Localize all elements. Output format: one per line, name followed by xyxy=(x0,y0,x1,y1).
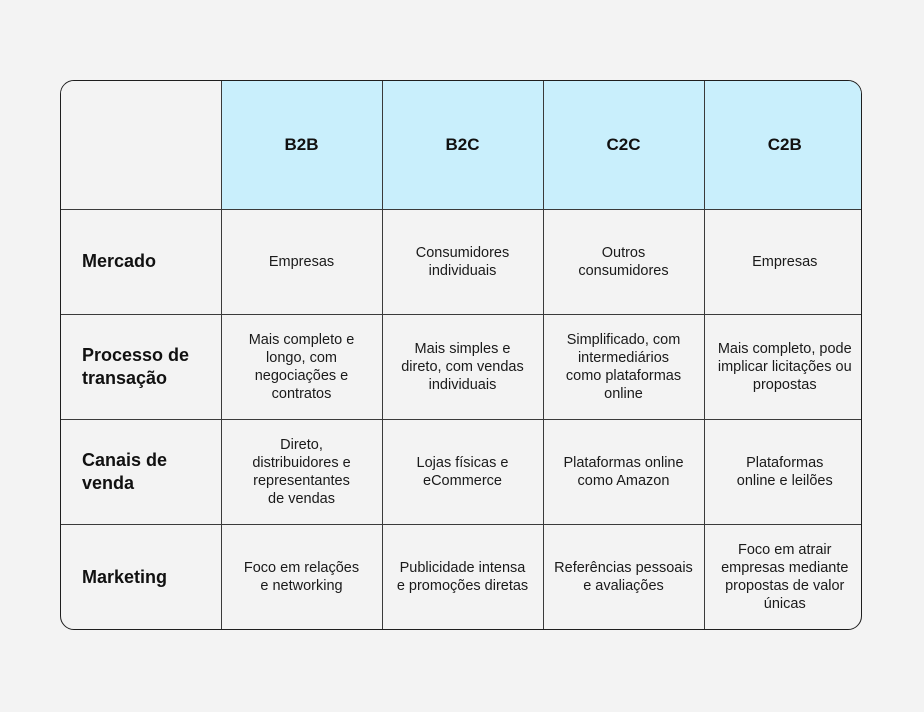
table-cell xyxy=(543,419,704,524)
column-header-b2c: B2C xyxy=(382,81,543,209)
cell-text: Foco em atrair empresas mediante propostas de valor únicas xyxy=(721,542,849,613)
table-cell xyxy=(704,314,862,419)
cell-text: Consumidores individuais xyxy=(415,244,510,279)
table-header-row xyxy=(61,81,862,209)
row-header-canais-de-venda xyxy=(61,419,221,524)
table-corner-cell xyxy=(61,81,221,209)
table-cell xyxy=(382,419,543,524)
row-header-label: Mercado xyxy=(82,251,157,271)
table-row-canais xyxy=(61,419,862,524)
table-row-marketing xyxy=(61,524,862,630)
cell-text: Outros consumidores xyxy=(578,244,669,279)
table-cell xyxy=(382,209,543,314)
comparison-table xyxy=(61,81,862,630)
row-header-label: Canais de venda xyxy=(82,449,168,493)
table-cell xyxy=(221,524,382,630)
table-cell xyxy=(704,419,862,524)
row-header-processo-de-transacao xyxy=(61,314,221,419)
row-header-label: Processo de transação xyxy=(82,344,190,388)
cell-text: Referências pessoais e avaliações xyxy=(554,560,693,595)
cell-text: Mais simples e direto, com vendas individuais xyxy=(401,340,524,393)
table-cell xyxy=(543,209,704,314)
column-header-c2c: C2C xyxy=(543,81,704,209)
table-cell xyxy=(221,419,382,524)
row-header-label: Marketing xyxy=(82,566,168,587)
cell-text: Empresas xyxy=(268,253,335,270)
cell-text: Lojas físicas e eCommerce xyxy=(416,454,509,489)
table-cell xyxy=(221,314,382,419)
table-cell xyxy=(704,524,862,630)
table-cell xyxy=(543,524,704,630)
table-cell xyxy=(382,314,543,419)
cell-text: Simplificado, com intermediários como plataformas online xyxy=(565,331,682,402)
table-row-processo xyxy=(61,314,862,419)
row-header-marketing xyxy=(61,524,221,630)
row-header-mercado xyxy=(61,209,221,314)
cell-text: Plataformas online como Amazon xyxy=(563,454,684,489)
cell-text: Empresas xyxy=(752,253,818,270)
table-cell xyxy=(221,209,382,314)
cell-text: Mais completo, pode implicar licitações ou propostas xyxy=(717,340,852,393)
comparison-table-container xyxy=(60,80,862,630)
column-header-c2b: C2B xyxy=(704,81,862,209)
column-header-b2b: B2B xyxy=(221,81,382,209)
table-row-mercado xyxy=(61,209,862,314)
cell-text: Foco em relações e networking xyxy=(243,560,360,595)
table-cell xyxy=(382,524,543,630)
table-cell xyxy=(543,314,704,419)
cell-text: Publicidade intensa e promoções diretas xyxy=(396,560,529,595)
cell-text: Mais completo e longo, com negociações e contratos xyxy=(248,331,355,402)
table-cell xyxy=(704,209,862,314)
cell-text: Plataformas online e leilões xyxy=(736,454,833,489)
cell-text: Direto, distribuidores e representantes de vendas xyxy=(252,436,351,507)
